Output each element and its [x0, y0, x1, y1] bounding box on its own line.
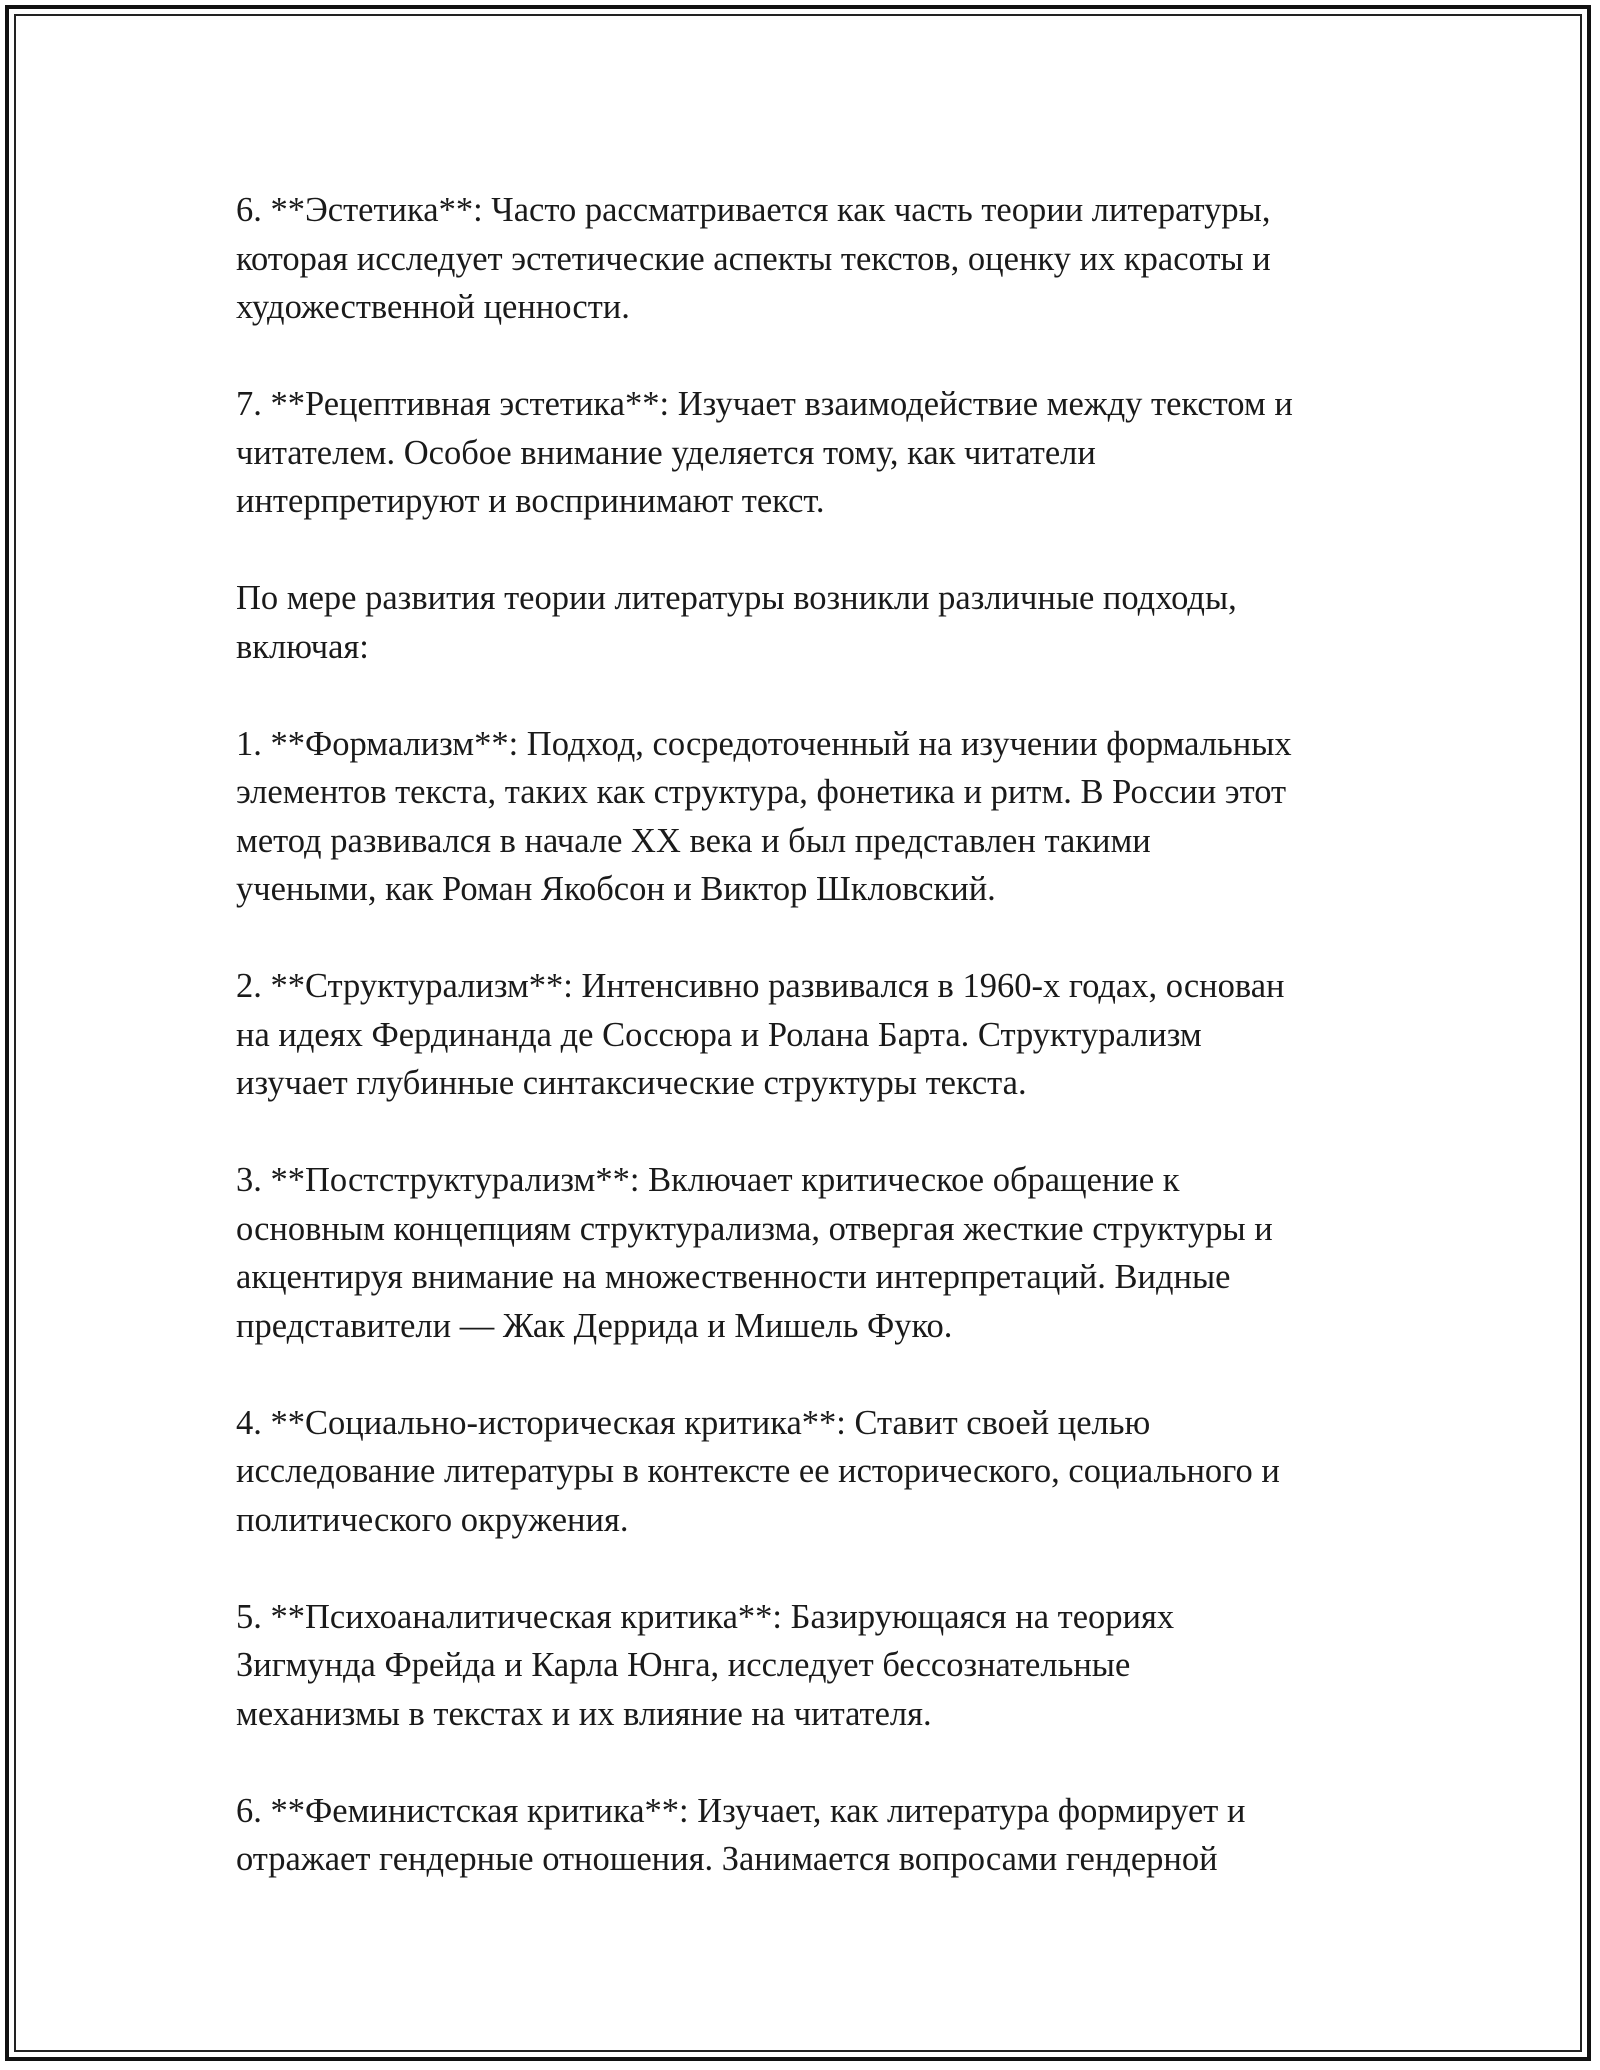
paragraph-psychoanalytic-criticism	[236, 1593, 1376, 1739]
paragraph-socio-historical-criticism	[236, 1399, 1376, 1545]
text-line: интерпретируют и воспринимают текст.	[236, 482, 825, 520]
text-line: акцентируя внимание на множественности интерпретаций. Видные	[236, 1258, 1231, 1296]
text-line: основным концепциям структурализма, отвергая жесткие структуры и	[236, 1209, 1273, 1248]
text-line: художественной ценности.	[236, 288, 630, 326]
text-line: 3. **Постструктурализм**: Включает критическое обращение к	[236, 1161, 1180, 1199]
text-line: 5. **Психоаналитическая критика**: Базирующаяся на теориях	[236, 1597, 1175, 1636]
paragraph-approaches-intro	[236, 574, 1376, 671]
text-line: По мере развития теории литературы возникли различные подходы,	[236, 579, 1237, 617]
text-line: отражает гендерные отношения. Занимается вопросами гендерной	[236, 1840, 1218, 1878]
text-line: исследование литературы в контексте ее исторического, социального и	[236, 1452, 1280, 1490]
paragraph-feminist-criticism	[236, 1787, 1376, 1884]
text-line: механизмы в текстах и их влияние на читателя.	[236, 1694, 932, 1733]
text-line: включая:	[236, 627, 369, 666]
paragraph-structuralism	[236, 962, 1376, 1108]
text-line: политического окружения.	[236, 1500, 629, 1539]
text-line: Зигмунда Фрейда и Карла Юнга, исследует бессознательные	[236, 1646, 1131, 1684]
text-line: изучает глубинные синтаксические структуры текста.	[236, 1064, 1027, 1102]
text-line: на идеях Фердинанда де Соссюра и Ролана Барта. Структурализм	[236, 1015, 1202, 1054]
text-line: 2. **Структурализм**: Интенсивно развивался в 1960-х годах, основан	[236, 967, 1285, 1005]
text-line: 7. **Рецептивная эстетика**: Изучает взаимодействие между текстом и	[236, 385, 1293, 423]
paragraph-formalism	[236, 720, 1376, 914]
text-line: учеными, как Роман Якобсон и Виктор Шкловский.	[236, 870, 996, 908]
text-line: читателем. Особое внимание уделяется тому, как читатели	[236, 433, 1096, 472]
paragraph-reception-aesthetics	[236, 380, 1376, 526]
document-body	[236, 186, 1376, 1932]
text-line: 6. **Феминистская критика**: Изучает, как литература формирует и	[236, 1791, 1246, 1830]
text-line: 4. **Социально-историческая критика**: Ставит своей целью	[236, 1403, 1151, 1442]
text-line: представители — Жак Деррида и Мишель Фуко.	[236, 1306, 953, 1345]
text-line: 1. **Формализм**: Подход, сосредоточенный на изучении формальных	[236, 724, 1292, 763]
text-line: элементов текста, таких как структура, фонетика и ритм. В России этот	[236, 773, 1287, 811]
paragraph-aesthetics	[236, 186, 1376, 332]
text-line: 6. **Эстетика**: Часто рассматривается как часть теории литературы,	[236, 191, 1271, 229]
text-line: которая исследует эстетические аспекты текстов, оценку их красоты и	[236, 239, 1271, 278]
paragraph-poststructuralism	[236, 1156, 1376, 1350]
text-line: метод развивался в начале XX века и был представлен такими	[236, 821, 1151, 860]
